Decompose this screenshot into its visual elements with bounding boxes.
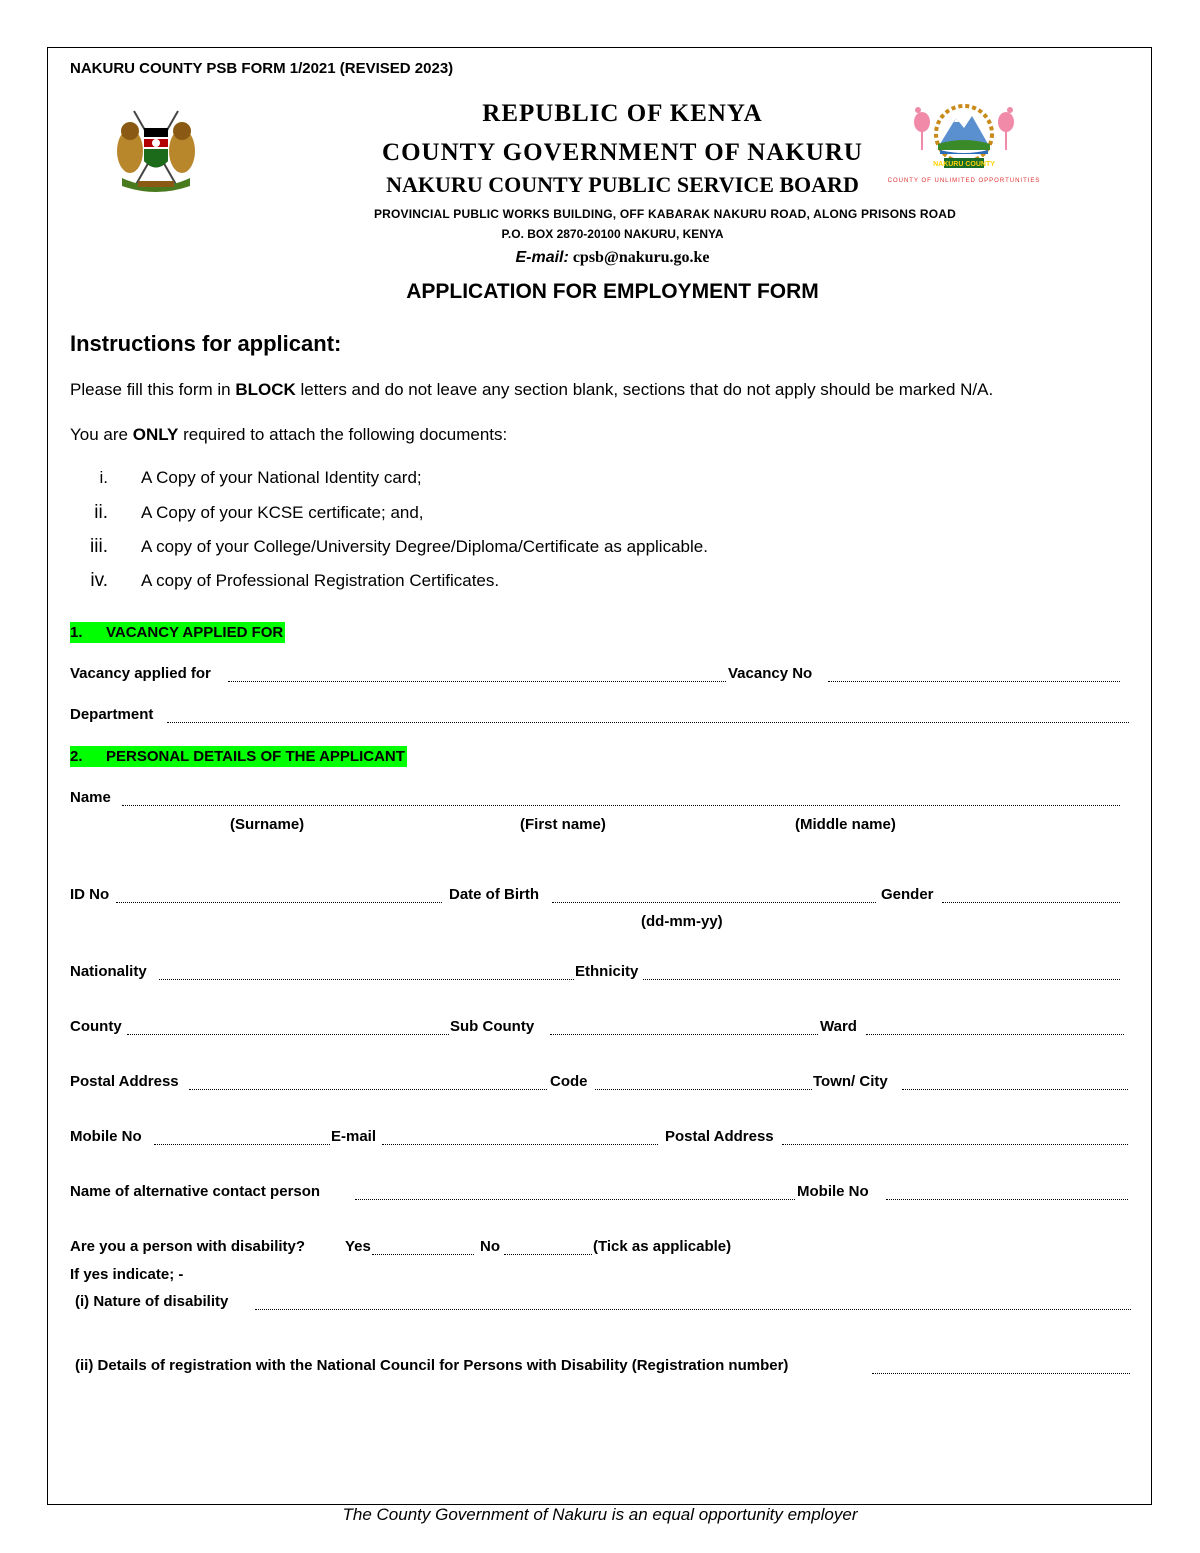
mobile-no-label: Mobile No [70, 1128, 142, 1145]
alt-contact-label: Name of alternative contact person [70, 1183, 321, 1200]
vacancy-label: Vacancy applied for [70, 665, 211, 682]
dob-label: Date of Birth [449, 886, 539, 903]
id-no-label: ID No [70, 886, 110, 903]
disability-no-field[interactable] [504, 1254, 592, 1255]
registration-label: (ii) Details of registration with the National Council for Persons with Disability (Registration number) [75, 1357, 789, 1374]
sub-county-field[interactable] [550, 1034, 818, 1035]
dob-field[interactable] [552, 902, 876, 903]
form-title: APPLICATION FOR EMPLOYMENT FORM [406, 280, 819, 303]
nature-label: (i) Nature of disability [75, 1293, 229, 1310]
section-1-heading [70, 622, 285, 643]
postal-row [70, 1073, 1132, 1095]
ward-field[interactable] [866, 1034, 1124, 1035]
ethnicity-field[interactable] [643, 979, 1120, 980]
nature-field[interactable] [255, 1309, 1131, 1310]
middle-name-caption: (Middle name) [795, 816, 896, 833]
mobile-no-field[interactable] [154, 1144, 330, 1145]
postal-address-2-label: Postal Address [665, 1128, 774, 1145]
republic-heading: REPUBLIC OF KENYA [482, 100, 763, 127]
list-number: iv. [90, 570, 108, 591]
svg-text:NAKURU COUNTY: NAKURU COUNTY [933, 161, 995, 168]
vacancy-no-field[interactable] [828, 681, 1120, 682]
gender-field[interactable] [942, 902, 1120, 903]
postal-address-field[interactable] [189, 1089, 547, 1090]
county-government-heading: COUNTY GOVERNMENT OF NAKURU [382, 139, 863, 166]
first-name-caption: (First name) [520, 816, 606, 833]
town-city-field[interactable] [902, 1089, 1128, 1090]
alt-contact-field[interactable] [355, 1199, 795, 1200]
nationality-label: Nationality [70, 963, 147, 980]
ethnicity-label: Ethnicity [575, 963, 639, 980]
sub-county-label: Sub County [450, 1018, 535, 1035]
instruction-text: letters and do not leave any section blank, sections that do not apply should be marked N/A. [295, 380, 994, 399]
instruction-attach-only [70, 425, 507, 445]
section-number: 1. [70, 624, 83, 641]
section-title: VACANCY APPLIED FOR [106, 624, 284, 641]
office-address: PROVINCIAL PUBLIC WORKS BUILDING, OFF KABARAK NAKURU ROAD, ALONG PRISONS ROAD [373, 207, 957, 221]
surname-caption: (Surname) [230, 816, 305, 833]
nature-row [70, 1293, 1132, 1315]
list-number: iii. [90, 536, 108, 557]
code-field[interactable] [595, 1089, 812, 1090]
nationality-row [70, 963, 1132, 985]
email-value: cpsb@nakuru.go.ke [572, 249, 710, 266]
department-row [70, 706, 1132, 728]
board-heading: NAKURU COUNTY PUBLIC SERVICE BOARD [386, 172, 859, 197]
list-item: A Copy of your KCSE certificate; and, [141, 503, 424, 522]
alt-mobile-label: Mobile No [797, 1183, 869, 1200]
disability-question: Are you a person with disability? [70, 1238, 306, 1255]
id-dob-gender-row [70, 886, 1132, 908]
dob-format-caption: (dd-mm-yy) [641, 913, 723, 930]
footer-note: The County Government of Nakuru is an equal opportunity employer [342, 1505, 858, 1524]
instruction-block-letters [70, 380, 993, 400]
list-number: i. [99, 468, 108, 487]
contact-email [0, 249, 1200, 267]
instruction-text: Please fill this form in [70, 380, 236, 399]
section-number: 2. [70, 748, 83, 765]
form-code: NAKURU COUNTY PSB FORM 1/2021 (REVISED 2023) [70, 60, 454, 77]
svg-text:COUNTY OF UNLIMITED OPPORTUNIT: COUNTY OF UNLIMITED OPPORTUNITIES [888, 178, 1040, 184]
instruction-bold: BLOCK [235, 380, 296, 399]
instruction-text: You are [70, 425, 133, 444]
department-field[interactable] [167, 722, 1129, 723]
gender-label: Gender [881, 886, 934, 903]
county-row [70, 1018, 1132, 1040]
email-field[interactable] [382, 1144, 658, 1145]
instruction-bold: ONLY [132, 425, 179, 444]
vacancy-field[interactable] [228, 681, 726, 682]
county-label: County [70, 1018, 122, 1035]
no-label: No [480, 1238, 500, 1255]
registration-row [70, 1357, 1132, 1379]
code-label: Code [550, 1073, 588, 1090]
postal-address-label: Postal Address [70, 1073, 179, 1090]
list-item: A copy of Professional Registration Certificates. [141, 571, 500, 590]
if-yes-note: If yes indicate; - [70, 1266, 184, 1283]
disability-yes-field[interactable] [372, 1254, 474, 1255]
ward-label: Ward [820, 1018, 857, 1035]
postal-address-2-field[interactable] [782, 1144, 1128, 1145]
disability-row [70, 1238, 1132, 1260]
mobile-email-row [70, 1128, 1132, 1150]
po-box: P.O. BOX 2870-20100 NAKURU, KENYA [501, 227, 724, 241]
tick-note: (Tick as applicable) [593, 1238, 732, 1255]
vacancy-no-label: Vacancy No [728, 665, 813, 682]
department-label: Department [70, 706, 154, 723]
name-field[interactable] [122, 805, 1120, 806]
registration-field[interactable] [872, 1373, 1130, 1374]
nationality-field[interactable] [159, 979, 574, 980]
list-number: ii. [94, 502, 108, 523]
id-no-field[interactable] [116, 902, 442, 903]
list-item: A Copy of your National Identity card; [141, 468, 422, 487]
section-2-heading [70, 746, 407, 767]
email-field-label: E-mail [331, 1128, 377, 1145]
town-city-label: Town/ City [813, 1073, 888, 1090]
alt-mobile-field[interactable] [886, 1199, 1128, 1200]
section-title: PERSONAL DETAILS OF THE APPLICANT [106, 748, 405, 765]
yes-label: Yes [345, 1238, 371, 1255]
county-field[interactable] [127, 1034, 449, 1035]
name-label: Name [70, 789, 111, 806]
alt-contact-row [70, 1183, 1132, 1205]
vacancy-row [70, 665, 1132, 687]
list-item: A copy of your College/University Degree/Diploma/Certificate as applicable. [141, 537, 708, 556]
name-row [70, 789, 1132, 811]
nakuru-county-logo [888, 100, 1040, 186]
instruction-text: required to attach the following documents: [178, 425, 508, 444]
email-label: E-mail: [515, 249, 569, 266]
instructions-title: Instructions for applicant: [70, 331, 342, 356]
